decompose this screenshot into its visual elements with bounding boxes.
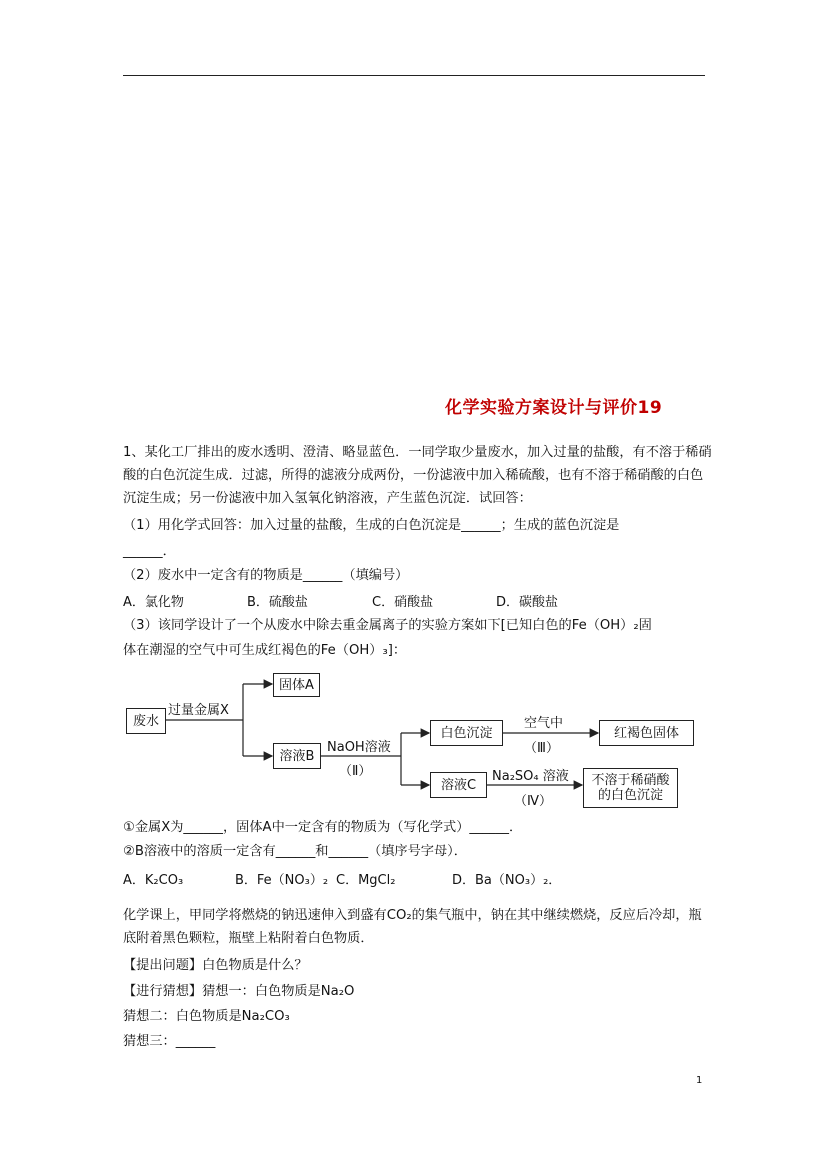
air-label: 空气中 (524, 716, 564, 731)
q2-guess-1: 【进行猜想】猜想一：白色物质是Na₂O (123, 984, 355, 999)
q1-part3-line2: 体在潮湿的空气中可生成红褐色的Fe（OH）₃]： (123, 643, 407, 658)
step-3-label: （Ⅲ） (524, 741, 559, 756)
insoluble-line-1: 不溶于稀硝酸 (591, 773, 670, 788)
na2so4-label: Na₂SO₄ 溶液 (492, 769, 569, 784)
sub2-option-a: A．K₂CO₃ (123, 873, 184, 888)
q1-sub2: ②B溶液中的溶质一定含有______和______（填序号字母）． (123, 844, 467, 859)
q2-question: 【提出问题】白色物质是什么？ (123, 958, 308, 973)
naoh-label: NaOH溶液 (327, 740, 391, 755)
q1-part1-line1: （1）用化学式回答：加入过量的盐酸，生成的白色沉淀是______；生成的蓝色沉淀是 (123, 518, 620, 533)
q1-sub1: ①金属X为______，固体A中一定含有的物质为（写化学式）______． (123, 820, 523, 835)
q1-part2: （2）废水中一定含有的物质是______（填编号） (123, 568, 409, 583)
option-a: A．氯化物 (123, 595, 184, 610)
option-b: B．硫酸盐 (247, 595, 308, 610)
q2-guess-3: 猜想三：______ (123, 1034, 216, 1049)
page-title: 化学实验方案设计与评价19 (445, 398, 663, 418)
solution-b-box: 溶液B (273, 743, 321, 769)
page-number: 1 (696, 1075, 703, 1086)
insoluble-line-2: 的白色沉淀 (597, 788, 663, 803)
sub2-option-c: C．MgCl₂ (336, 873, 396, 888)
solution-c-box: 溶液C (430, 772, 487, 798)
solid-a-box: 固体A (273, 673, 320, 697)
q2-guess-2: 猜想二：白色物质是Na₂CO₃ (123, 1009, 290, 1024)
insoluble-precipitate-box (583, 768, 678, 808)
red-brown-solid-box: 红褐色固体 (599, 720, 694, 746)
waste-box: 废水 (126, 708, 166, 734)
q2-intro: 化学课上，甲同学将燃烧的钠迅速伸入到盛有CO₂的集气瓶中，钠在其中继续燃烧，反应后冷却，瓶底附着黑色颗粒，瓶壁上粘附着白色物质． (123, 908, 702, 946)
white-precipitate-box: 白色沉淀 (430, 720, 503, 746)
option-c: C．硝酸盐 (372, 595, 434, 610)
option-d: D．碳酸盐 (496, 595, 559, 610)
q1-part1-line2: ______． (123, 544, 176, 559)
q1-part3-line1: （3）该同学设计了一个从废水中除去重金属离子的实验方案如下[已知白色的Fe（OH）₂固 (123, 618, 652, 633)
step-2-label: （Ⅱ） (339, 764, 372, 779)
add-metal-label: 过量金属X (168, 703, 229, 718)
sub2-option-b: B．Fe（NO₃）₂ (235, 873, 329, 888)
sub2-option-d: D．Ba（NO₃）₂． (452, 873, 562, 888)
step-4-label: （Ⅳ） (514, 794, 552, 809)
q1-intro: 1、某化工厂排出的废水透明、澄清、略显蓝色．一同学取少量废水，加入过量的盐酸，有不溶于稀硝酸的白色沉淀生成．过滤，所得的滤液分成两份，一份滤液中加入稀硫酸，也有不溶于稀硝酸的白色沉淀生成；另一份滤液中加入氢氧化钠溶液，产生蓝色沉淀．试回答： (123, 445, 712, 506)
